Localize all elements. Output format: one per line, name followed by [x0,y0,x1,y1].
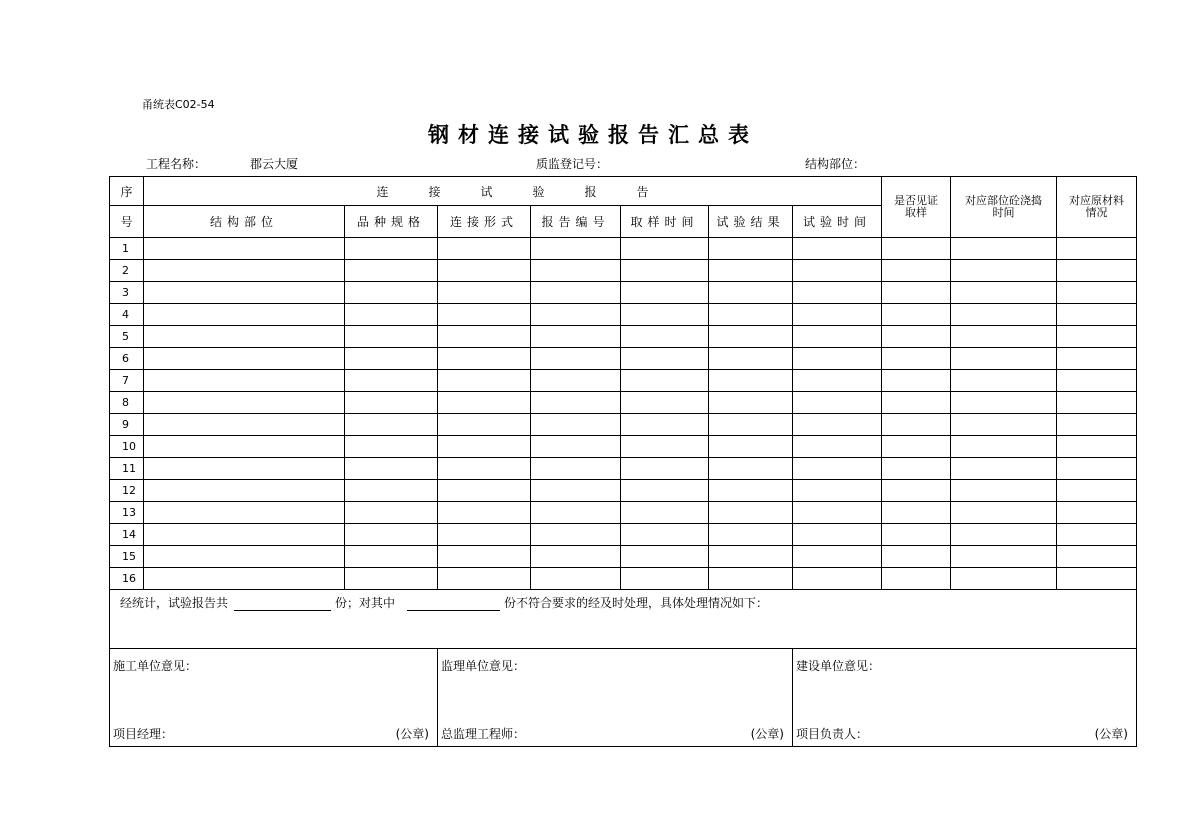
row-number: 6 [110,348,144,370]
table-cell[interactable] [438,282,531,304]
page-title: 钢材连接试验报告汇总表 [428,123,758,147]
table-cell[interactable] [793,392,882,414]
table-cell[interactable] [531,260,621,282]
table-cell[interactable] [438,326,531,348]
table-row [110,546,1137,568]
table-cell[interactable] [709,458,793,480]
owner-opinion[interactable] [793,649,1137,747]
construction-opinion[interactable] [110,649,438,747]
table-cell[interactable] [345,414,438,436]
table-cell[interactable] [1057,502,1137,524]
table-row [110,282,1137,304]
table-cell[interactable] [882,414,951,436]
seq-header-bottom: 号 [110,206,144,238]
table-cell[interactable] [438,304,531,326]
table-cell[interactable] [1057,348,1137,370]
table-cell[interactable] [1057,304,1137,326]
table-row [110,502,1137,524]
table-cell[interactable] [144,546,345,568]
row-number: 5 [110,326,144,348]
table-cell[interactable] [882,524,951,546]
table-cell[interactable] [709,304,793,326]
table-cell[interactable] [951,524,1057,546]
table-cell[interactable] [345,260,438,282]
table-row [110,568,1137,590]
table-row [110,326,1137,348]
table-row [110,524,1137,546]
supervision-opinion[interactable] [438,649,793,747]
table-cell[interactable] [144,282,345,304]
table-cell[interactable] [621,546,709,568]
table-cell[interactable] [1057,238,1137,260]
table-cell[interactable] [531,282,621,304]
nonconforming-count-blank[interactable] [407,596,500,611]
table-cell[interactable] [531,326,621,348]
table-cell[interactable] [144,524,345,546]
table-cell[interactable] [709,326,793,348]
table-cell[interactable] [951,436,1057,458]
col-test-time: 试验时间 [793,206,882,238]
table-cell[interactable] [951,282,1057,304]
table-cell[interactable] [345,524,438,546]
table-cell[interactable] [882,348,951,370]
table-cell[interactable] [882,392,951,414]
table-cell[interactable] [438,502,531,524]
col-witness-sampling: 是否见证 取样 [882,177,951,238]
table-cell[interactable] [621,414,709,436]
col-report-no: 报告编号 [531,206,621,238]
row-number: 1 [110,238,144,260]
table-cell[interactable] [621,238,709,260]
table-cell[interactable] [438,238,531,260]
table-cell[interactable] [709,524,793,546]
project-value: 郡云大厦 [250,157,299,171]
table-cell[interactable] [951,392,1057,414]
table-cell[interactable] [345,502,438,524]
table-cell[interactable] [882,304,951,326]
row-number: 11 [110,458,144,480]
table-cell[interactable] [1057,480,1137,502]
table-row [110,480,1137,502]
table-cell[interactable] [621,568,709,590]
signer-label: 总监理工程师： [441,727,526,741]
table-cell[interactable] [438,458,531,480]
table-cell[interactable] [793,238,882,260]
table-cell[interactable] [709,414,793,436]
table-cell[interactable] [882,546,951,568]
table-cell[interactable] [345,436,438,458]
table-cell[interactable] [345,326,438,348]
table-cell[interactable] [621,326,709,348]
table-cell[interactable] [951,480,1057,502]
table-cell[interactable] [621,436,709,458]
table-cell[interactable] [951,546,1057,568]
table-cell[interactable] [882,436,951,458]
seal-label: (公章) [395,727,429,741]
table-cell[interactable] [1057,260,1137,282]
table-cell[interactable] [531,568,621,590]
table-cell[interactable] [345,480,438,502]
table-cell[interactable] [1057,546,1137,568]
table-cell[interactable] [144,458,345,480]
table-row [110,260,1137,282]
table-cell[interactable] [438,546,531,568]
table-row [110,348,1137,370]
table-cell[interactable] [531,502,621,524]
table-cell[interactable] [951,348,1057,370]
table-cell[interactable] [438,524,531,546]
row-number: 4 [110,304,144,326]
table-cell[interactable] [144,436,345,458]
table-cell[interactable] [793,260,882,282]
table-cell[interactable] [438,568,531,590]
table-cell[interactable] [621,282,709,304]
col-test-result: 试验结果 [709,206,793,238]
table-cell[interactable] [531,458,621,480]
table-cell[interactable] [438,480,531,502]
table-cell[interactable] [793,502,882,524]
table-cell[interactable] [531,546,621,568]
table-row [110,458,1137,480]
table-cell[interactable] [882,480,951,502]
row-number: 12 [110,480,144,502]
table-cell[interactable] [345,304,438,326]
table-row [110,370,1137,392]
table-cell[interactable] [1057,568,1137,590]
table-cell[interactable] [1057,436,1137,458]
table-cell[interactable] [709,348,793,370]
col-connection-type: 连接形式 [438,206,531,238]
table-cell[interactable] [621,392,709,414]
table-cell[interactable] [951,502,1057,524]
table-cell[interactable] [345,370,438,392]
table-cell[interactable] [951,370,1057,392]
table-cell[interactable] [951,238,1057,260]
table-cell[interactable] [144,326,345,348]
table-cell[interactable] [438,260,531,282]
table-cell[interactable] [438,392,531,414]
table-cell[interactable] [144,414,345,436]
seal-label: (公章) [1094,727,1128,741]
table-cell[interactable] [1057,414,1137,436]
table-cell[interactable] [144,392,345,414]
table-cell[interactable] [345,348,438,370]
table-cell[interactable] [793,414,882,436]
table-cell[interactable] [793,546,882,568]
table-cell[interactable] [951,458,1057,480]
table-cell[interactable] [882,502,951,524]
row-number: 3 [110,282,144,304]
table-cell[interactable] [531,436,621,458]
table-cell[interactable] [793,282,882,304]
col-spec: 品种规格 [345,206,438,238]
table-cell[interactable] [709,568,793,590]
table-cell[interactable] [793,326,882,348]
table-cell[interactable] [345,546,438,568]
report-summary-table [109,176,1137,747]
table-cell[interactable] [144,260,345,282]
table-cell[interactable] [1057,282,1137,304]
project-label: 工程名称： [146,157,207,171]
form-code: 甬统表C02-54 [142,98,215,111]
table-cell[interactable] [793,348,882,370]
table-cell[interactable] [144,238,345,260]
row-number: 13 [110,502,144,524]
signer-label: 项目负责人： [796,727,869,741]
table-cell[interactable] [951,260,1057,282]
table-cell[interactable] [531,304,621,326]
table-cell[interactable] [1057,326,1137,348]
seal-label: (公章) [750,727,784,741]
table-row [110,238,1137,260]
table-cell[interactable] [621,260,709,282]
material-header: 对应原材料 情况 [1057,177,1137,238]
table-cell[interactable] [438,436,531,458]
table-cell[interactable] [882,568,951,590]
table-cell[interactable] [345,238,438,260]
table-cell[interactable] [531,238,621,260]
table-cell[interactable] [793,480,882,502]
row-number: 15 [110,546,144,568]
table-cell[interactable] [709,238,793,260]
row-number: 7 [110,370,144,392]
opinion-label: 监理单位意见： [441,659,526,673]
table-cell[interactable] [709,502,793,524]
table-cell[interactable] [709,260,793,282]
table-cell[interactable] [144,348,345,370]
table-cell[interactable] [951,304,1057,326]
table-cell[interactable] [793,568,882,590]
table-cell[interactable] [438,370,531,392]
table-cell[interactable] [531,370,621,392]
table-cell[interactable] [951,326,1057,348]
table-cell[interactable] [531,480,621,502]
table-cell[interactable] [951,568,1057,590]
table-cell[interactable] [882,260,951,282]
opinion-label: 建设单位意见： [796,659,881,673]
col-structure-part: 结构部位 [144,206,345,238]
table-cell[interactable] [709,370,793,392]
report-count-blank[interactable] [234,596,331,611]
table-cell[interactable] [621,458,709,480]
table-cell[interactable] [621,370,709,392]
table-row [110,392,1137,414]
table-cell[interactable] [709,282,793,304]
table-cell[interactable] [621,524,709,546]
table-cell[interactable] [621,502,709,524]
table-cell[interactable] [1057,458,1137,480]
concrete-time-header: 对应部位砼浇捣 时间 [951,177,1057,238]
table-row [110,414,1137,436]
table-cell[interactable] [345,568,438,590]
table-cell[interactable] [709,436,793,458]
table-cell[interactable] [951,414,1057,436]
table-cell[interactable] [1057,370,1137,392]
table-row [110,304,1137,326]
table-cell[interactable] [144,304,345,326]
table-cell[interactable] [709,546,793,568]
table-cell[interactable] [709,392,793,414]
table-cell[interactable] [144,370,345,392]
report-group-header: 连 接 试 验 报 告 [144,177,882,206]
row-number: 2 [110,260,144,282]
table-cell[interactable] [709,480,793,502]
row-number: 14 [110,524,144,546]
table-cell[interactable] [345,282,438,304]
table-cell[interactable] [621,480,709,502]
seq-header-top: 序 [110,177,144,206]
summary-statement: 经统计，试验报告共 份；对其中 份不符合要求的经及时处理，具体处理情况如下： [110,590,1137,649]
table-cell[interactable] [531,414,621,436]
table-cell[interactable] [621,304,709,326]
table-cell[interactable] [882,458,951,480]
table-cell[interactable] [531,348,621,370]
table-cell[interactable] [438,348,531,370]
table-cell[interactable] [793,370,882,392]
signer-label: 项目经理： [113,727,174,741]
table-cell[interactable] [621,348,709,370]
table-cell[interactable] [345,458,438,480]
opinion-label: 施工单位意见： [113,659,198,673]
registration-label: 质监登记号： [536,157,609,171]
table-cell[interactable] [793,524,882,546]
table-cell[interactable] [882,370,951,392]
table-cell[interactable] [144,568,345,590]
table-cell[interactable] [882,238,951,260]
row-number: 9 [110,414,144,436]
row-number: 10 [110,436,144,458]
table-cell[interactable] [793,436,882,458]
table-cell[interactable] [882,282,951,304]
table-cell[interactable] [531,524,621,546]
table-cell[interactable] [144,502,345,524]
table-cell[interactable] [144,480,345,502]
table-cell[interactable] [882,326,951,348]
table-cell[interactable] [793,458,882,480]
table-cell[interactable] [345,392,438,414]
structure-label: 结构部位： [805,157,866,171]
table-cell[interactable] [793,304,882,326]
table-cell[interactable] [531,392,621,414]
row-number: 16 [110,568,144,590]
table-cell[interactable] [1057,392,1137,414]
table-cell[interactable] [438,414,531,436]
table-row [110,436,1137,458]
row-number: 8 [110,392,144,414]
table-cell[interactable] [1057,524,1137,546]
col-sampling-time: 取样时间 [621,206,709,238]
